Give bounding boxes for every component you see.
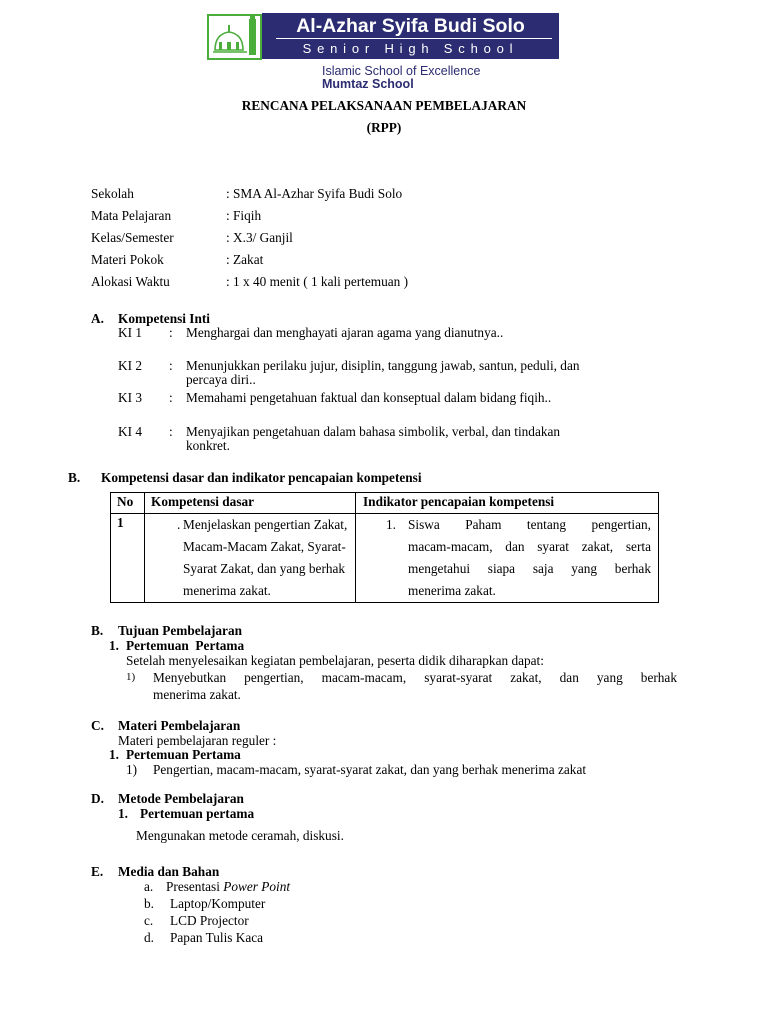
- school-banner: [262, 13, 559, 59]
- section-marker: B.: [68, 470, 81, 485]
- identity-label: Sekolah: [91, 186, 134, 201]
- kd-line: menerima zakat.: [183, 583, 271, 598]
- kd-line: Syarat Zakat, dan yang berhak: [183, 561, 346, 576]
- list-marker: 1.: [386, 517, 396, 532]
- ki-separator: :: [169, 358, 173, 373]
- list-item-text: Laptop/Komputer: [170, 896, 266, 911]
- table-header-cell: Indikator pencapaian kompetensi: [356, 493, 659, 514]
- section-marker: E.: [91, 864, 104, 879]
- section-heading: Kompetensi Inti: [118, 311, 210, 326]
- school-tagline: Islamic School of Excellence: [322, 64, 481, 78]
- section-heading: Materi Pembelajaran: [118, 718, 241, 733]
- paragraph: Setelah menyelesaikan kegiatan pembelajaran, peserta didik diharapkan dapat:: [126, 653, 544, 668]
- ki-text: Menghargai dan menghayati ajaran agama yang dianutnya..: [186, 325, 504, 340]
- subsection-marker: 1.: [109, 638, 119, 653]
- ki-text: konkret.: [186, 438, 230, 453]
- subsection-heading: Pertemuan Pertama: [126, 638, 245, 653]
- section-marker: D.: [91, 791, 104, 806]
- school-tagline-2: Mumtaz School: [322, 77, 414, 91]
- subsection-heading: Pertemuan pertama: [140, 806, 255, 821]
- section-marker: C.: [91, 718, 104, 733]
- school-name: Al-Azhar Syifa Budi Solo: [296, 15, 525, 37]
- table-cell-kd: [145, 514, 356, 603]
- indicator-line: macam-macam, dan syarat zakat, serta: [408, 539, 651, 554]
- section-heading: Metode Pembelajaran: [118, 791, 244, 806]
- list-item-text: LCD Projector: [170, 913, 249, 928]
- list-item-text: Papan Tulis Kaca: [170, 930, 264, 945]
- kd-line: Menjelaskan pengertian Zakat,: [183, 517, 348, 532]
- ki-text: Menunjukkan perilaku jujur, disiplin, tanggung jawab, santun, peduli, dan: [186, 358, 580, 373]
- list-marker: a.: [144, 879, 154, 894]
- section-marker: A.: [91, 311, 104, 326]
- indicator-line: menerima zakat.: [408, 583, 496, 598]
- list-marker: 1): [126, 671, 136, 683]
- table-cell-indicator: [356, 514, 659, 603]
- list-marker: 1): [126, 762, 138, 777]
- ki-separator: :: [169, 390, 173, 405]
- school-emblem-logo: [207, 14, 262, 60]
- indicator-line: Siswa Paham tentang pengertian,: [408, 517, 651, 532]
- table-header-row: [111, 493, 659, 514]
- banner-divider: [276, 38, 552, 39]
- ki-text: percaya diri..: [186, 372, 256, 387]
- ki-separator: :: [169, 325, 173, 340]
- document-subtitle: (RPP): [366, 120, 402, 135]
- paragraph: Mengunakan metode ceramah, diskusi.: [136, 828, 344, 843]
- identity-value: : Zakat: [226, 252, 264, 267]
- list-marker: c.: [144, 913, 154, 928]
- section-heading: Kompetensi dasar dan indikator pencapaian kompetensi: [101, 470, 422, 485]
- identity-value: : SMA Al-Azhar Syifa Budi Solo: [226, 186, 403, 201]
- ki-code: KI 1: [118, 325, 143, 340]
- kd-line: Macam-Macam Zakat, Syarat-: [183, 539, 346, 554]
- list-marker: .: [177, 517, 181, 532]
- section-heading: Media dan Bahan: [118, 864, 220, 879]
- school-level: Senior High School: [302, 41, 519, 56]
- ki-text: Menyajikan pengetahuan dalam bahasa simbolik, verbal, dan tindakan: [186, 424, 561, 439]
- ki-code: KI 3: [118, 390, 143, 405]
- identity-label: Materi Pokok: [91, 252, 164, 267]
- list-item-text: menerima zakat.: [153, 687, 241, 702]
- paragraph: Materi pembelajaran reguler :: [118, 733, 277, 748]
- list-item-text: Pengertian, macam-macam, syarat-syarat zakat, dan yang berhak menerima zakat: [153, 762, 587, 777]
- subsection-marker: 1.: [109, 747, 119, 762]
- identity-value: : 1 x 40 menit ( 1 kali pertemuan ): [226, 274, 409, 289]
- list-item-text: Menyebutkan pengertian, macam-macam, syarat-syarat zakat, dan yang berhak: [153, 670, 677, 685]
- list-marker: d.: [144, 930, 154, 945]
- ki-code: KI 2: [118, 358, 143, 373]
- identity-label: Alokasi Waktu: [91, 274, 170, 289]
- ki-text: Memahami pengetahuan faktual dan konseptual dalam bidang fiqih..: [186, 390, 552, 405]
- list-marker: b.: [144, 896, 154, 911]
- indicator-line: mengetahui siapa saja yang berhak: [408, 561, 651, 576]
- identity-label: Kelas/Semester: [91, 230, 174, 245]
- table-header-cell: Kompetensi dasar: [145, 493, 356, 514]
- list-item-text: Presentasi Power Point: [166, 879, 291, 894]
- section-heading: Tujuan Pembelajaran: [118, 623, 242, 638]
- table-header-cell: No: [111, 493, 145, 514]
- section-marker: B.: [91, 623, 104, 638]
- subsection-marker: 1.: [118, 806, 128, 821]
- document-title: RENCANA PELAKSANAAN PEMBELAJARAN: [241, 98, 527, 113]
- ki-separator: :: [169, 424, 173, 439]
- subsection-heading: Pertemuan Pertama: [126, 747, 241, 762]
- ki-code: KI 4: [118, 424, 143, 439]
- table-cell-no: 1: [111, 514, 145, 603]
- identity-value: : X.3/ Ganjil: [226, 230, 293, 245]
- competency-table: [110, 492, 659, 603]
- identity-value: : Fiqih: [226, 208, 262, 223]
- table-row: [111, 514, 659, 603]
- identity-label: Mata Pelajaran: [91, 208, 172, 223]
